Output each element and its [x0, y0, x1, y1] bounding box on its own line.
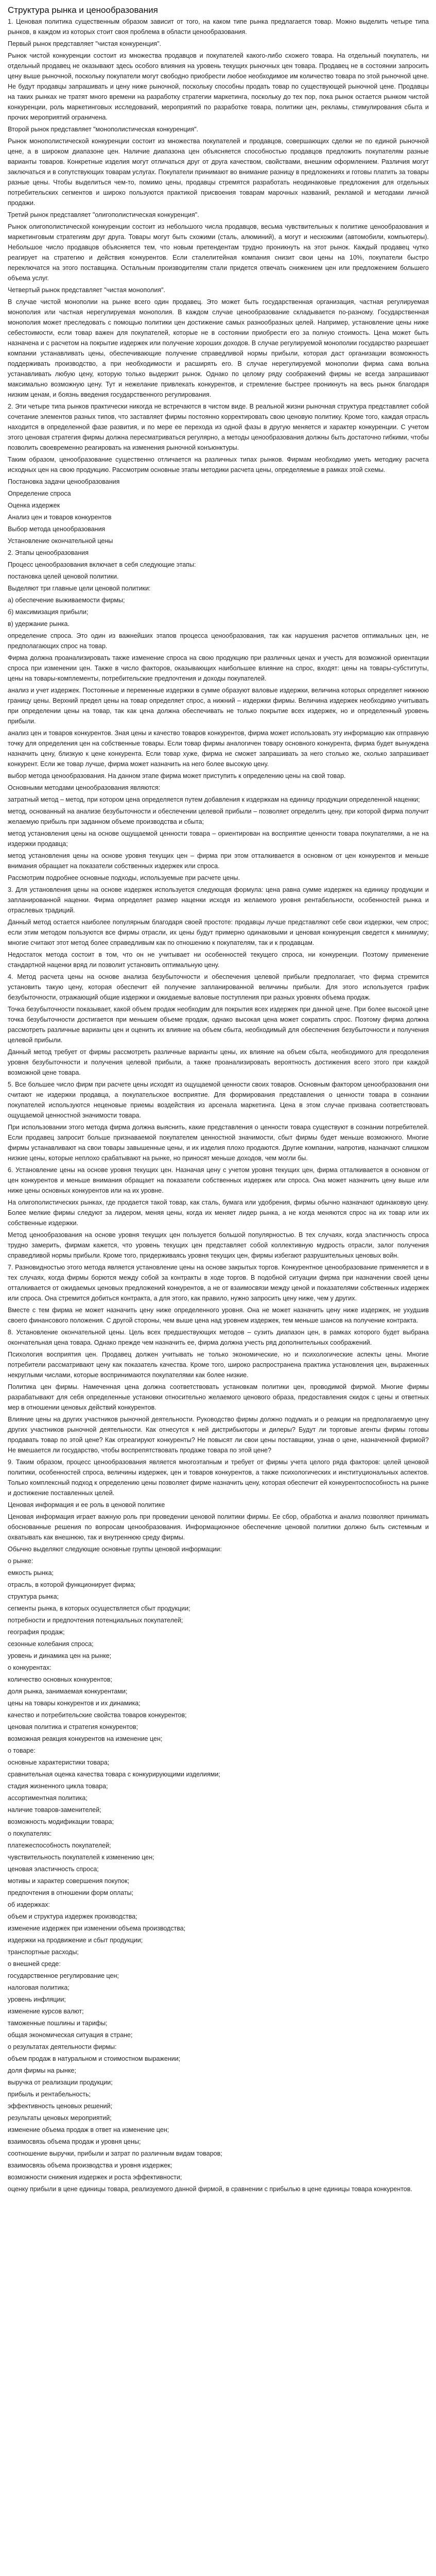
body-paragraph: взаимосвязь объема производства и уровня издержек; — [8, 2162, 172, 2169]
body-paragraph: цены на товары конкурентов и их динамика; — [8, 1700, 141, 1707]
body-paragraph: выручка от реализации продукции; — [8, 2079, 113, 2086]
body-paragraph: стадия жизненного цикла товара; — [8, 1783, 108, 1790]
body-paragraph: Постановка задачи ценообразования — [8, 478, 120, 485]
body-paragraph: Недостаток метода состоит в том, что он не учитывает ни особенностей текущего спроса, ни конкуренции. Поэтому применение стандартной наценки вряд ли позволит установить оптимальную цену. — [8, 951, 429, 969]
body-paragraph: На олигополистических рынках, где продается такой товар, как сталь, бумага или удобрения, фирмы обычно назначают одинаковую цену. Более мелкие фирмы следуют за лидером, меняя цены, когда их меняет лидер рынка, а не когда меняются спрос на их товар или их собственные издержки. — [8, 1199, 429, 1227]
body-paragraph: об издержках: — [8, 1901, 50, 1908]
body-paragraph: 2. Эти четыре типа рынков практически никогда не встречаются в чистом виде. В реальной жизни рыночная структура представляет собой сочетание элементов разных типов, что заставляет фирмы постоянно корректировать свою ценовую политику. Кроме того, каждая отрасль находится в определенной фазе развития, и по мере ее перехода из одной фазы в другую меняется и характер конкуренции. С учетом этого ценовая стратегия фирмы должна пересматриваться регулярно, а методы ценообразования должны быть достаточно гибкими, чтобы позволить своевременно реагировать на изменения рыночной конъюнктуры. — [8, 403, 429, 451]
body-paragraph: постановка целей ценовой политики. — [8, 573, 119, 580]
body-paragraph: Первый рынок представляет "чистая конкуренция". — [8, 40, 162, 47]
body-paragraph: Выбор метода ценообразования — [8, 526, 106, 533]
body-paragraph: 2. Этапы ценообразования — [8, 549, 89, 556]
body-paragraph: Психология восприятия цен. Продавец должен учитывать не только экономические, но и психологические аспекты цены. Многие потребители рассматривают цену как показатель качества. Кроме того, широко распространена практика установления цен, выраженных некруглыми числами, которые воспринимаются покупателями как более низкие. — [8, 1351, 429, 1379]
body-paragraph: возможности снижения издержек и роста эффективности; — [8, 2174, 182, 2181]
body-paragraph: Определение спроса — [8, 490, 71, 497]
body-paragraph: 3. Для установления цены на основе издержек используется следующая формула: цена равна сумме издержек на единицу продукции и запланированной наценки. Фирма определяет размер наценки исходя из желаемого уровня рентабельности, особенностей рынка и отраслевых традиций. — [8, 886, 429, 914]
page-title: Структура рынка и ценообразования — [8, 5, 158, 15]
body-paragraph: Третий рынок представляет "олигополистическая конкуренция". — [8, 211, 199, 218]
body-paragraph: Вместе с тем фирма не может назначить цену ниже определенного уровня. Она не может назначить цену ниже издержек, не ухудшив своего финансового положения. С другой стороны, чем выше цена над уровнем издержек, тем меньше шансов на получение контракта. — [8, 1307, 429, 1324]
body-paragraph: Фирма должна проанализировать также изменение спроса на свою продукцию при различных ценах и учесть для возможной ориентации спроса при изменении цен. Также в число факторов, оказывающих наибольшее влияние на спрос, входят: цены на товары-субституты, цены на товары-комплементы, потребительские предпочтения и доходы покупателей. — [8, 654, 429, 682]
body-paragraph: общая экономическая ситуация в стране; — [8, 2031, 133, 2039]
body-paragraph: Точка безубыточности показывает, какой объем продаж необходим для покрытия всех издержек при данной цене. При более высокой цене точка безубыточности достигается при меньшем объеме продаж, однако высокая цена может сократить спрос. Поэтому фирма должна рассмотреть различные варианты цен и оценить их влияние на объем сбыта, необходимый для обеспечения безубыточности и получения целевой прибыли. — [8, 1006, 429, 1044]
body-paragraph: б) максимизация прибыли; — [8, 608, 89, 616]
body-paragraph: география продаж; — [8, 1629, 65, 1636]
body-paragraph: 5. Все большее число фирм при расчете цены исходят из ощущаемой ценности своих товаров. Основным фактором ценообразования они считают не издержки продавца, а покупательское восприятие. Для формирования представления о ценности товара в сознании покупателей используются неценовые приемы воздействия из арсенала маркетинга. Цена в этом случае призвана соответствовать ощущаемой ценностной значимости товара. — [8, 1081, 429, 1119]
body-paragraph: 7. Разновидностью этого метода является установление цены на основе закрытых торгов. Конкурентное ценообразование применяется и в тех случаях, когда фирмы борются между собой за контракты в ходе торгов. В подобной ситуации фирма при назначении своей цены отталкивается от ожидаемых ценовых предложений конкурентов, а не от взаимосвязи между ценой и показателями собственных издержек или спроса. Она стремится добиться контракта, а для этого, как правило, нужно запросить цену ниже, чем у других. — [8, 1264, 429, 1302]
body-paragraph: Влияние цены на других участников рыночной деятельности. Руководство фирмы должно подумать и о реакции на предполагаемую цену других участников рыночной деятельности. Как отнесутся к ней дистрибьюторы и дилеры? Будут ли торговые агенты фирмы готовы продавать товар по этой цене? Как отреагируют конкуренты? Не повысят ли свои цены поставщики, узнав о цене, назначенной фирмой? Не вмешается ли государство, чтобы воспрепятствовать продаже товара по этой цене? — [8, 1416, 429, 1454]
body-paragraph: количество основных конкурентов; — [8, 1676, 112, 1683]
body-paragraph: 6. Установление цены на основе уровня текущих цен. Назначая цену с учетом уровня текущих цен, фирма отталкивается в основном от цен конкурентов и меньше внимания обращает на показатели собственных издержек или спроса. Она может назначить цену выше или ниже цены основных конкурентов или на их уровне. — [8, 1166, 429, 1194]
body-paragraph: 1. Ценовая политика существенным образом зависит от того, на каком типе рынка предлагается товар. Можно выделить четыре типа рынков, в каждом из которых стоит своя проблема в области ценообразования. — [8, 18, 429, 36]
body-paragraph: Четвертый рынок представляет "чистая монополия". — [8, 286, 166, 294]
body-paragraph: метод установления цены на основе уровня текущих цен – фирма при этом отталкивается в основном от цен конкурентов и меньше внимания обращает на показатели собственных издержек или спроса. — [8, 852, 429, 870]
body-paragraph: о рынке: — [8, 1557, 33, 1565]
body-paragraph: сезонные колебания спроса; — [8, 1640, 94, 1648]
body-paragraph: изменение издержек при изменении объема производства; — [8, 1925, 186, 1932]
body-paragraph: взаимосвязь объема продаж и уровня цены; — [8, 2138, 141, 2145]
body-paragraph: прибыль и рентабельность; — [8, 2091, 91, 2098]
body-paragraph: При использовании этого метода фирма должна выяснить, какие представления о ценности товара существуют в сознании потребителей. Если продавец запросит больше признаваемой покупателем ценностной значимости, сбыт фирмы будет меньше возможного. Многие фирмы устанавливают на свои товары завышенные цены, и их изделия плохо продаются. Другие компании, напротив, назначают слишком низкие цены, которые неплохо срабатывают на рынке, но приносят меньше доходов, чем могли бы. — [8, 1124, 429, 1162]
body-paragraph: Ценовая информация играет важную роль при проведении ценовой политики фирмы. Ее сбор, обработка и анализ позволяют принимать обоснованные решения по вопросам ценообразования. Информационное обеспечение ценовой политики должно быть системным и охватывать как внешнюю, так и внутреннюю среду фирмы. — [8, 1513, 429, 1541]
body-paragraph: ценовая политика и стратегия конкурентов; — [8, 1723, 138, 1731]
body-paragraph: чувствительность покупателей к изменению цен; — [8, 1854, 154, 1861]
body-paragraph: Второй рынок представляет "монополистическая конкуренция". — [8, 126, 199, 133]
body-paragraph: Оценка издержек — [8, 502, 60, 509]
body-paragraph: о внешней среде: — [8, 1960, 61, 1968]
body-paragraph: Данный метод требует от фирмы рассмотреть различные варианты цены, их влияние на объем сбыта, необходимого для преодоления уровня безубыточности и получения целевой прибыли, а также проанализировать вероятность достижения всего этого при каждой возможной цене товара. — [8, 1048, 429, 1076]
body-paragraph: а) обеспечение выживаемости фирмы; — [8, 597, 125, 604]
body-paragraph: Метод ценообразования на основе уровня текущих цен пользуется большой популярностью. В тех случаях, когда эластичность спроса трудно замерить, фирмам кажется, что уровень текущих цен представляет собой коллективную мудрость отрасли, залог получения справедливой нормы прибыли. Кроме того, придерживаясь уровня текущих цен, фирмы избегают разрушительных ценовых войн. — [8, 1231, 429, 1259]
body-paragraph: в) удержание рынка. — [8, 620, 69, 628]
body-paragraph: определение спроса. Это один из важнейших этапов процесса ценообразования, так как нарушения расчетов оптимальных цен, не предполагающих спрос на товар. — [8, 632, 429, 650]
body-paragraph: затратный метод – метод, при котором цена определяется путем добавления к издержкам на единицу продукции определенной наценки; — [8, 796, 420, 803]
body-paragraph: Таким образом, ценообразование существенно отличается на различных типах рынков. Фирмам необходимо уметь методику расчета исходных цен на свою продукцию. Рассмотрим основные этапы методики расчета цены, определяемые в рамках этой схемы. — [8, 456, 429, 473]
body-paragraph: объем продаж в натуральном и стоимостном выражении; — [8, 2055, 181, 2062]
body-paragraph: метод, основанный на анализе безубыточности и обеспечении целевой прибыли – позволяет определить цену, при которой фирма получит желаемую прибыль при заданном объеме производства и сбыта; — [8, 808, 429, 825]
body-paragraph: Рассмотрим подробнее основные подходы, используемые при расчете цены. — [8, 874, 240, 882]
body-paragraph: Обычно выделяют следующие основные группы ценовой информации: — [8, 1546, 222, 1553]
article-body — [8, 16, 429, 2194]
body-paragraph: возможность модификации товара; — [8, 1818, 114, 1825]
body-paragraph: В случае чистой монополии на рынке всего один продавец. Это может быть государственная организация, частная регулируемая монополия или частная нерегулируемая монополия. В каждом случае ценообразование складывается по-разному. Государственная монополия может преследовать с помощью политики цен достижение самых разнообразных целей. Например, установление цены ниже себестоимости, если товар важен для покупателей, которые не в состоянии приобрести его за полную стоимость. Цена может быть назначена и с расчетом на покрытие издержек или получение хороших доходов. В случае регулируемой монополии государство разрешает компании устанавливать цены, обеспечивающие получение справедливой нормы прибыли, которая даст организации возможность поддерживать производство, а при необходимости и расширять его. В случае нерегулируемой монополии фирма сама вольна устанавливать любую цену, которую только выдержит рынок. Однако по целому ряду соображений фирмы не всегда запрашивают максимально возможную цену. Тут и нежелание привлекать конкурентов, и стремление быстрее проникнуть на весь рынок благодаря низким ценам, и боязнь введения государственного регулирования. — [8, 298, 429, 398]
body-paragraph: Данный метод остается наиболее популярным благодаря своей простоте: продавцы лучше представляют себе свои издержки, чем спрос; если этим методом пользуются все фирмы отрасли, их цены будут примерно одинаковыми и ценовая конкуренция сведется к минимуму; многие считают этот метод более справедливым как по отношению к покупателям, так и к продавцам. — [8, 919, 429, 946]
body-paragraph: изменение объема продаж в ответ на изменение цен; — [8, 2126, 169, 2133]
body-paragraph: мотивы и характер совершения покупок; — [8, 1877, 130, 1885]
body-paragraph: государственное регулирование цен; — [8, 1972, 119, 1979]
body-paragraph: о результатах деятельности фирмы: — [8, 2043, 117, 2050]
body-paragraph: оценку прибыли в цене единицы товара, реализуемого данной фирмой, в сравнении с прибылью в цене единицы товара конкурентов. — [8, 2185, 412, 2193]
body-paragraph: ценовая эластичность спроса; — [8, 1866, 99, 1873]
body-paragraph: о конкурентах: — [8, 1664, 51, 1671]
body-paragraph: Анализ цен и товаров конкурентов — [8, 514, 112, 521]
body-paragraph: основные характеристики товара; — [8, 1759, 110, 1766]
body-paragraph: уровень инфляции; — [8, 1996, 66, 2003]
body-paragraph: предпочтения в отношении форм оплаты; — [8, 1889, 134, 1896]
body-paragraph: анализ и учет издержек. Постоянные и переменные издержки в сумме образуют валовые издержки, величина которых определяет нижнюю границу цены. Верхний предел цены на товар определяет спрос, а нижний – издержки фирмы. Величина издержек необходимо учитывать при определении цены на товар, так как цена должна обеспечивать не только покрытие всех издержек, но и определенный уровень прибыли. — [8, 687, 429, 725]
body-paragraph: налоговая политика; — [8, 1984, 69, 1991]
body-paragraph: метод установления цены на основе ощущаемой ценности товара – ориентирован на восприятие ценности товара покупателями, а не на издержки продавца; — [8, 830, 429, 848]
body-paragraph: Установление окончательной цены — [8, 537, 113, 545]
body-paragraph: о товаре: — [8, 1747, 36, 1754]
body-paragraph: Рынок чистой конкуренции состоит из множества продавцов и покупателей какого-либо схожего товара. На отдельный покупатель, ни отдельный продавец не оказывают здесь особого влияния на уровень текущих рыночных цен товара. Продавец не в состоянии запросить цену выше рыночной, поскольку покупатели могут свободно приобрести любое необходимое им количество товара по этой рыночной цене. Не будут продавцы запрашивать и цену ниже рыночной, поскольку способны продать товар по существующей рыночной цене. Продавцы на таких рынках не тратят много времени на разработку стратегии маркетинга, поскольку до тех пор, пока рынок остается рынком чистой конкуренции, роль маркетинговых исследований, мероприятий по разработке товара, политики цен, рекламы, стимулирования сбыта и прочих мероприятий ограничена. — [8, 52, 429, 121]
body-paragraph: объем и структура издержек производства; — [8, 1913, 137, 1920]
body-paragraph: таможенные пошлины и тарифы; — [8, 2020, 108, 2027]
body-paragraph: издержки на продвижение и сбыт продукции; — [8, 1937, 143, 1944]
body-paragraph: наличие товаров-заменителей; — [8, 1806, 101, 1814]
body-paragraph: эффективность ценовых решений; — [8, 2103, 113, 2110]
body-paragraph: сегменты рынка, в которых осуществляется сбыт продукции; — [8, 1605, 190, 1612]
body-paragraph: 9. Таким образом, процесс ценообразования является многоэтапным и требует от фирмы учета целого ряда факторов: целей ценовой политики, особенностей спроса, величины издержек, цен и товаров конкурентов, а также психологических и институциональных аспектов. Только комплексный подход к определению цены позволяет фирме назначить цену, которая обеспечит ей конкурентоспособность на рынке и достижение поставленных целей. — [8, 1459, 429, 1497]
body-paragraph: доля рынка, занимаемая конкурентами; — [8, 1688, 128, 1695]
body-paragraph: изменение курсов валют; — [8, 2008, 84, 2015]
body-paragraph: результаты ценовых мероприятий; — [8, 2114, 112, 2122]
body-paragraph: Политика цен фирмы. Намеченная цена должна соответствовать установкам политики цен, проводимой фирмой. Многие фирмы разрабатывают для себя определенные установки относительно желаемого ценового образа, предоставления скидок с цены и ответных мер в отношении ценовых действий конкурентов. — [8, 1383, 429, 1411]
body-paragraph: транспортные расходы; — [8, 1948, 79, 1956]
body-paragraph: соотношение выручки, прибыли и затрат по различным видам товаров; — [8, 2150, 222, 2157]
body-paragraph: выбор метода ценообразования. На данном этапе фирма может приступить к определению цены на свой товар. — [8, 772, 346, 779]
body-paragraph: возможная реакция конкурентов на изменение цен; — [8, 1735, 163, 1742]
body-paragraph: Выделяют три главные цели ценовой политики: — [8, 585, 151, 592]
body-paragraph: емкость рынка; — [8, 1569, 54, 1577]
body-paragraph: платежеспособность покупателей; — [8, 1842, 111, 1849]
body-paragraph: отрасль, в которой функционирует фирма; — [8, 1581, 136, 1588]
body-paragraph: структура рынка; — [8, 1593, 59, 1600]
body-paragraph: Ценовая информация и ее роль в ценовой политике — [8, 1501, 165, 1509]
body-paragraph: качество и потребительские свойства товаров конкурентов; — [8, 1711, 187, 1719]
body-paragraph: 4. Метод расчета цены на основе анализа безубыточности и обеспечения целевой прибыли предполагает, что фирма стремится установить такую цену, которая обеспечит ей получение запланированной величины прибыли. Для этого используется график безубыточности, отражающий общие издержки и ожидаемые валовые поступления при разных уровнях объема продаж. — [8, 973, 429, 1001]
body-paragraph: о покупателях: — [8, 1830, 52, 1837]
body-paragraph: сравнительная оценка качества товара с конкурирующими изделиями; — [8, 1771, 220, 1778]
body-paragraph: ассортиментная политика; — [8, 1794, 88, 1802]
body-paragraph: потребности и предпочтения потенциальных покупателей; — [8, 1617, 183, 1624]
body-paragraph: Процесс ценообразования включает в себя следующие этапы: — [8, 561, 196, 568]
body-paragraph: Рынок олигополистической конкуренции состоит из небольшого числа продавцов, весьма чувствительных к политике ценообразования и маркетинговым стратегиям друг друга. Товары могут быть схожими (сталь, алюминий), а могут и несхожими (автомобили, компьютеры). Небольшое число продавцов объясняется тем, что новым претендентам трудно проникнуть на этот рынок. Каждый продавец чутко реагирует на стратегию и действия конкурентов. Если сталелитейная компания снизит свои цены на 10%, покупатели быстро переключатся на этого поставщика. Остальным производителям стали придется отвечать снижением цен или предложением большего объема услуг. — [8, 223, 429, 282]
body-paragraph: Рынок монополистической конкуренции состоит из множества покупателей и продавцов, совершающих сделки не по единой рыночной цене, а в широком диапазоне цен. Наличие диапазона цен объясняется способностью продавцов предложить покупателям разные варианты товаров. Конкретные изделия могут отличаться друг от друга качеством, свойствами, внешним оформлением. Различия могут заключаться и в сопутствующих товарам услугах. Покупатели принимают во внимание разницу в предложениях и готовы платить за товары разные цены. Чтобы выделиться чем-то, помимо цены, продавцы стремятся разработать неодинаковые предложения для отдельных потребительских сегментов и широко пользуются практикой присвоения товарам марочных названий, рекламой и методами личной продажи. — [8, 138, 429, 207]
body-paragraph: уровень и динамика цен на рынке; — [8, 1652, 112, 1659]
body-paragraph: доля фирмы на рынке; — [8, 2067, 76, 2074]
body-paragraph: анализ цен и товаров конкурентов. Зная цены и качество товаров конкурентов, фирма может использовать эту информацию как отправную точку для определения цен на собственные товары. Если товар фирмы аналогичен товару основного конкурента, фирма будет вынуждена назначить цену, близкую к цене конкурента. Если товар хуже, фирма не сможет запрашивать за него столько же, сколько запрашивает конкурент. Если же товар лучше, фирма может назначить на него более высокую цену. — [8, 730, 429, 768]
body-paragraph: 8. Установление окончательной цены. Цель всех предшествующих методов – сузить диапазон цен, в рамках которого будет выбрана окончательная цена товара. Однако прежде чем назначить ее, фирма должна учесть ряд дополнительных соображений. — [8, 1329, 429, 1346]
body-paragraph: Основными методами ценообразования являются: — [8, 784, 161, 791]
